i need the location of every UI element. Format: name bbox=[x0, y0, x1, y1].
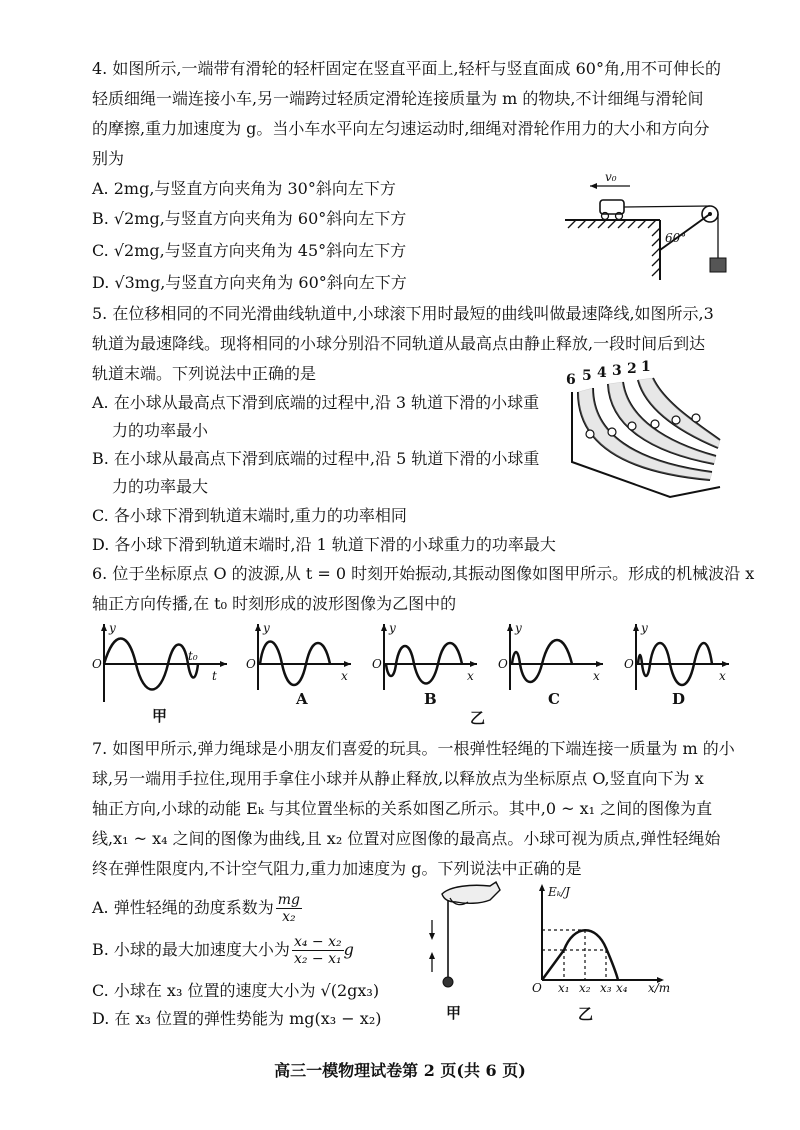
q6-graph-jia bbox=[92, 622, 232, 712]
q6-caption-b: B bbox=[424, 690, 437, 708]
svg-text:x: x bbox=[719, 669, 726, 683]
svg-text:x₁: x₁ bbox=[558, 981, 570, 995]
q4-option-d: D. √3mg,与竖直方向夹角为 60°斜向左下方 bbox=[92, 273, 407, 292]
q6-graph-a bbox=[246, 622, 356, 692]
q6-caption-jia: 甲 bbox=[152, 707, 168, 725]
q7-line-2: 球,另一端用手拉住,现用手拿住小球并从静止释放,以释放点为坐标原点 O,竖直向下为 x bbox=[92, 769, 704, 788]
q5-option-c: C. 各小球下滑到轨道末端时,重力的功率相同 bbox=[92, 506, 407, 525]
svg-text:t₀: t₀ bbox=[188, 649, 198, 663]
q5-track-figure bbox=[560, 359, 730, 502]
svg-text:x₄: x₄ bbox=[616, 981, 628, 995]
q6-line-1: 6. 位于坐标原点 O 的波源,从 t = 0 时刻开始振动,其振动图像如图甲所示。形成的机械波沿 x bbox=[92, 564, 755, 583]
svg-text:y: y bbox=[641, 621, 648, 635]
q6-line-2: 轴正方向传播,在 t₀ 时刻形成的波形图像为乙图中的 bbox=[92, 594, 457, 613]
svg-text:x: x bbox=[467, 669, 474, 683]
q7-option-d: D. 在 x₃ 位置的弹性势能为 mg(x₃ − x₂) bbox=[92, 1009, 382, 1028]
svg-text:O: O bbox=[532, 981, 542, 995]
q5-option-b: B. 在小球从最高点下滑到底端的过程中,沿 5 轨道下滑的小球重 bbox=[92, 449, 540, 468]
cart-shape bbox=[600, 200, 624, 214]
q6-caption-a: A bbox=[296, 690, 308, 708]
q4-option-a: A. 2mg,与竖直方向夹角为 30°斜向左下方 bbox=[92, 179, 396, 198]
svg-text:O: O bbox=[372, 657, 382, 671]
q5-option-b-cont: 力的功率最大 bbox=[112, 477, 209, 496]
track-label-3: 3 bbox=[612, 363, 622, 379]
svg-text:x: x bbox=[341, 669, 348, 683]
q4-option-c: C. √2mg,与竖直方向夹角为 45°斜向左下方 bbox=[92, 241, 407, 260]
svg-text:O: O bbox=[624, 657, 634, 671]
track-label-2: 2 bbox=[627, 361, 637, 377]
q5-line-3: 轨道末端。下列说法中正确的是 bbox=[92, 364, 317, 383]
q5-line-1: 5. 在位移相同的不同光滑曲线轨道中,小球滚下用时最短的曲线叫做最速降线,如图所示,3 bbox=[92, 304, 714, 323]
svg-text:O: O bbox=[498, 657, 508, 671]
q4-line-1: 4. 如图所示,一端带有滑轮的轻杆固定在竖直平面上,轻杆与竖直面成 60°角,用不可伸长的 bbox=[92, 59, 722, 78]
q7-line-5: 终在弹性限度内,不计空气阻力,重力加速度为 g。下列说法中正确的是 bbox=[92, 859, 582, 878]
q4-line-3: 的摩擦,重力加速度为 g。当小车水平向左匀速运动时,细绳对滑轮作用力的大小和方向分 bbox=[92, 119, 710, 138]
q7-option-b: B. 小球的最大加速度大小为 $\frac{\text{x₄ − x₂}}{\text{x₂ − x₁}}$ g bbox=[92, 934, 354, 967]
svg-text:O: O bbox=[92, 657, 102, 671]
q7-option-c: C. 小球在 x₃ 位置的速度大小为 √(2gx₃) bbox=[92, 981, 380, 1000]
track-label-1: 1 bbox=[641, 359, 651, 375]
q7-option-a: A. 弹性轻绳的劲度系数为 $\frac{mg}{\text{x₂}}$ bbox=[92, 892, 300, 925]
q7-ylabel: Eₖ/J bbox=[548, 885, 570, 899]
q6-graph-c bbox=[498, 622, 608, 692]
q6-graph-d bbox=[624, 622, 734, 692]
q5-option-a-cont: 力的功率最小 bbox=[112, 421, 209, 440]
q5-option-d: D. 各小球下滑到轨道末端时,沿 1 轨道下滑的小球重力的功率最大 bbox=[92, 535, 556, 554]
q6-caption-yi: 乙 bbox=[470, 709, 486, 727]
svg-text:O: O bbox=[246, 657, 256, 671]
q7-caption-yi: 乙 bbox=[578, 1005, 594, 1023]
q7-caption-jia: 甲 bbox=[446, 1004, 462, 1022]
q4-figure bbox=[560, 170, 740, 290]
svg-text:y: y bbox=[109, 621, 116, 635]
q6-caption-c: C bbox=[548, 690, 560, 708]
q4-velocity-label: v₀ bbox=[605, 170, 617, 184]
q4-line-4: 别为 bbox=[92, 149, 125, 168]
q4-angle-label: 60° bbox=[665, 231, 687, 245]
q7-line-4: 线,x₁ ~ x₄ 之间的图像为曲线,且 x₂ 位置对应图像的最高点。小球可视为质点,弹性轻绳始 bbox=[92, 829, 721, 848]
q7-figure-jia bbox=[420, 880, 510, 990]
svg-text:x₃: x₃ bbox=[600, 981, 612, 995]
q5-line-2: 轨道为最速降线。现将相同的小球分别沿不同轨道从最高点由静止释放,一段时间后到达 bbox=[92, 334, 706, 353]
svg-text:y: y bbox=[389, 621, 396, 635]
track-label-5: 5 bbox=[582, 368, 592, 384]
track-label-4: 4 bbox=[597, 365, 607, 381]
q7-line-1: 7. 如图甲所示,弹力绳球是小朋友们喜爱的玩具。一根弹性轻绳的下端连接一质量为 m 的小 bbox=[92, 739, 735, 758]
q4-option-b: B. √2mg,与竖直方向夹角为 60°斜向左下方 bbox=[92, 209, 407, 228]
q7-xlabel: x/m bbox=[648, 981, 671, 995]
svg-text:y: y bbox=[515, 621, 522, 635]
q6-graph-b bbox=[372, 622, 482, 692]
track-label-6: 6 bbox=[566, 372, 576, 388]
svg-text:x: x bbox=[593, 669, 600, 683]
svg-text:x₂: x₂ bbox=[579, 981, 591, 995]
svg-text:t: t bbox=[212, 669, 217, 683]
page-footer: 高三一模物理试卷第 2 页(共 6 页) bbox=[274, 1061, 526, 1080]
block-shape bbox=[710, 258, 726, 272]
q7-line-3: 轴正方向,小球的动能 Eₖ 与其位置坐标的关系如图乙所示。其中,0 ~ x₁ 之间的图像为直 bbox=[92, 799, 713, 818]
q6-caption-d: D bbox=[672, 690, 686, 708]
q4-line-2: 轻质细绳一端连接小车,另一端跨过轻质定滑轮连接质量为 m 的物块,不计细绳与滑轮间 bbox=[92, 89, 704, 108]
svg-text:y: y bbox=[263, 621, 270, 635]
q5-option-a: A. 在小球从最高点下滑到底端的过程中,沿 3 轨道下滑的小球重 bbox=[92, 393, 540, 412]
q7-figure-yi bbox=[530, 880, 680, 995]
